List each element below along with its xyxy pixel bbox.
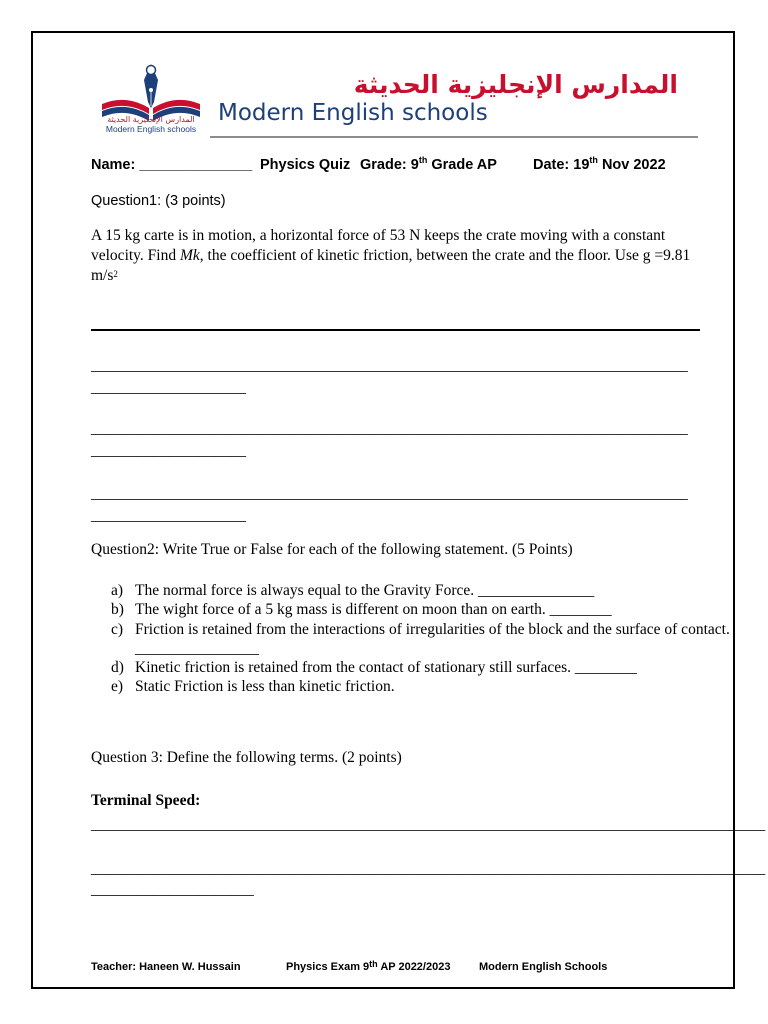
- answer-line-long[interactable]: _______________________________________________________________________________________: [91, 860, 766, 877]
- item-text[interactable]: Static Friction is less than kinetic friction.: [135, 678, 395, 696]
- answer-line-short[interactable]: ____________________: [91, 379, 246, 396]
- item-text[interactable]: Kinetic friction is retained from the contact of stationary still surfaces. ________: [135, 659, 637, 677]
- question1-text-a: A 15 kg carte is in motion, a horizontal force of 53 N keeps the crate moving with a constant velocity. Find: [91, 227, 666, 264]
- school-name-arabic: المدارس الإنجليزية الحديثة: [353, 70, 678, 99]
- list-item: [111, 581, 741, 600]
- answer-line-short[interactable]: _____________________: [91, 881, 254, 898]
- date-suffix: th: [589, 155, 598, 165]
- answer-line-long[interactable]: _____________________________________________________________________________: [91, 485, 688, 502]
- item-letter: a): [111, 582, 124, 599]
- list-item: [111, 658, 741, 677]
- list-item: [111, 600, 741, 619]
- answer-line-long[interactable]: _______________________________________________________________________________________: [91, 816, 766, 833]
- unit-exponent: 2: [113, 269, 118, 279]
- item-text[interactable]: The normal force is always equal to the Gravity Force. _______________: [135, 582, 595, 599]
- item-letter: c): [111, 620, 124, 638]
- name-field[interactable]: Name: ______________: [91, 157, 253, 173]
- item-letter: e): [111, 678, 124, 696]
- footer-school: Modern English Schools: [479, 961, 608, 973]
- logo-english-text: Modern English schools: [105, 124, 197, 134]
- footer-exam-suffix: th: [369, 959, 378, 969]
- item-letter: b): [111, 601, 124, 619]
- answer-line-top[interactable]: [91, 329, 700, 331]
- grade-label: [360, 157, 497, 173]
- date-rest: Nov 2022: [597, 157, 666, 173]
- grade-rest: Grade AP: [427, 157, 497, 173]
- grade-text: Grade: 9: [360, 157, 419, 173]
- footer-exam: [286, 961, 450, 973]
- term-label: Terminal Speed:: [91, 792, 201, 809]
- item-text[interactable]: The wight force of a 5 kg mass is different on moon than on earth. ________: [135, 601, 612, 619]
- question1-text: [91, 226, 706, 286]
- item-letter: d): [111, 659, 124, 677]
- item-text[interactable]: Friction is retained from the interactions of irregularities of the block and the surface of contact. ________________: [135, 620, 730, 657]
- date-text: Date: 19: [533, 157, 590, 173]
- footer-exam-a: Physics Exam 9: [286, 961, 370, 973]
- list-item: [111, 677, 741, 696]
- true-false-list: [111, 581, 741, 697]
- answer-line-long[interactable]: _____________________________________________________________________________: [91, 420, 688, 437]
- question2-heading: Question2: Write True or False for each of the following statement. (5 Points): [91, 541, 573, 558]
- logo-arabic-text: المدارس الإنجليزية الحديثة: [107, 115, 195, 124]
- school-name-english: Modern English schools: [218, 100, 488, 126]
- answer-line-short[interactable]: ____________________: [91, 507, 246, 524]
- footer-exam-b: AP 2022/2023: [377, 961, 451, 973]
- mk-symbol: Mk: [179, 247, 200, 264]
- question1-points: (3 points): [165, 193, 226, 209]
- question3-heading: Question 3: Define the following terms. (2 points): [91, 749, 402, 766]
- grade-suffix: th: [418, 155, 428, 165]
- header-divider: [210, 136, 698, 138]
- question1-heading: [91, 193, 226, 209]
- footer-teacher: Teacher: Haneen W. Hussain: [91, 961, 241, 973]
- date-label: [533, 157, 666, 173]
- quiz-title: Physics Quiz: [260, 157, 351, 173]
- answer-line-long[interactable]: _____________________________________________________________________________: [91, 357, 688, 374]
- question1-text-b: , the coefficient of kinetic friction, between the crate and the floor. Use g =9.81 m/s: [91, 247, 691, 284]
- list-item: [111, 620, 741, 659]
- question1-label: Question1:: [91, 193, 162, 209]
- answer-line-short[interactable]: ____________________: [91, 442, 246, 459]
